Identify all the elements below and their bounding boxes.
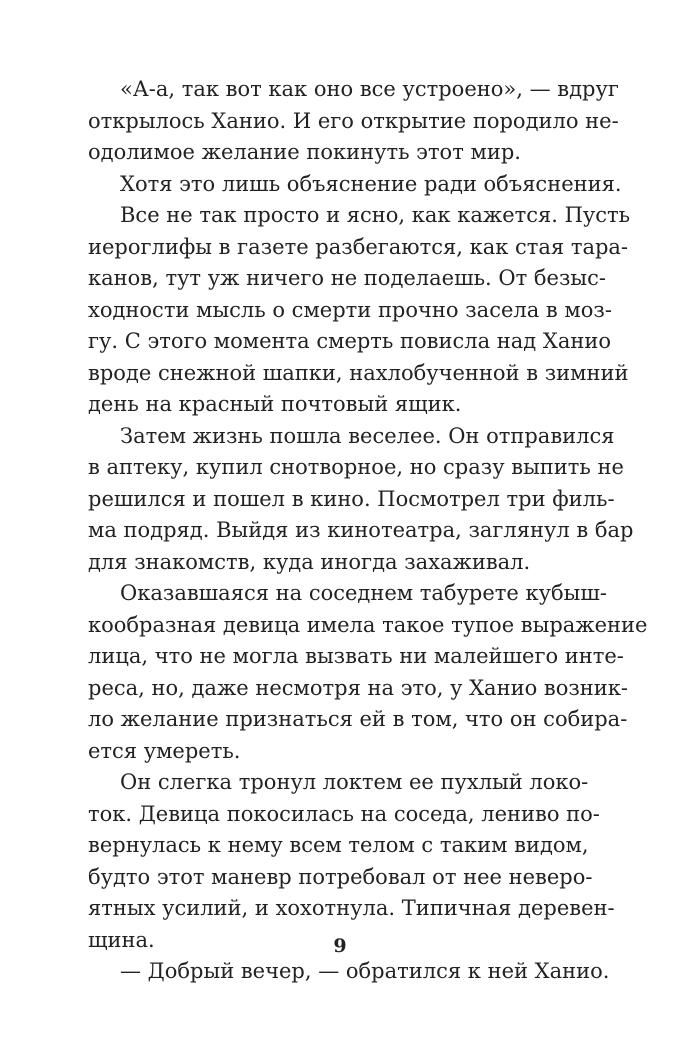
page-number: 9 <box>333 935 347 957</box>
body-text <box>88 74 648 988</box>
text-line: ток. Девица покосилась на соседа, лениво по- <box>88 801 600 826</box>
text-line: Затем жизнь пошла веселее. Он отправился <box>120 423 615 448</box>
text-line: ма подряд. Выйдя из кинотеатра, заглянул в бар <box>88 518 634 542</box>
text-line: вернулась к нему всем телом с таким видом, <box>88 833 589 857</box>
text-line: Оказавшаяся на соседнем табурете кубыш- <box>120 581 607 605</box>
text-line: лица, что не могла вызвать ни малейшего инте- <box>88 644 624 668</box>
text-line: Хотя это лишь объяснение ради объяснения. <box>120 171 622 196</box>
text-line: ятных усилий, и хохотнула. Типичная деревен- <box>88 896 615 920</box>
text-line: ло желание признаться ей в том, что он собира- <box>88 707 628 731</box>
text-line: день на красный почтовый ящик. <box>88 392 462 416</box>
text-line: вроде снежной шапки, нахлобученной в зимний <box>88 360 629 385</box>
text-line: щина. <box>88 927 155 952</box>
text-line: Все не так просто и ясно, как кажется. Пусть <box>120 203 631 227</box>
text-line: решился и пошел в кино. Посмотрел три филь- <box>88 486 615 511</box>
text-line: для знакомств, куда иногда захаживал. <box>88 549 531 574</box>
text-line: иероглифы в газете разбегаются, как стая тара- <box>88 234 629 259</box>
text-line: «А-а, так вот как оно все устроено», — вдруг <box>120 77 619 101</box>
text-line: в аптеку, купил снотворное, но сразу выпить не <box>88 455 624 479</box>
text-line: открылось Ханио. И его открытие породило не- <box>88 108 619 133</box>
text-line: ется умереть. <box>88 738 241 763</box>
text-line: Он слегка тронул локтем ее пухлый локо- <box>120 770 589 794</box>
text-line: ходности мысль о смерти прочно засела в моз- <box>88 297 612 322</box>
text-line: кообразная девица имела такое тупое выражение <box>88 612 648 637</box>
text-line: гу. С этого момента смерть повисла над Ханио <box>88 329 612 353</box>
text-line: одолимое желание покинуть этот мир. <box>88 140 521 164</box>
text-line: канов, тут уж ничего не поделаешь. От безыс- <box>88 266 606 290</box>
text-line: реса, но, даже несмотря на это, у Ханио возник- <box>88 675 629 700</box>
text-line: будто этот маневр потребовал от нее неверо- <box>88 864 593 889</box>
text-line: — Добрый вечер, — обратился к ней Ханио. <box>120 959 610 983</box>
